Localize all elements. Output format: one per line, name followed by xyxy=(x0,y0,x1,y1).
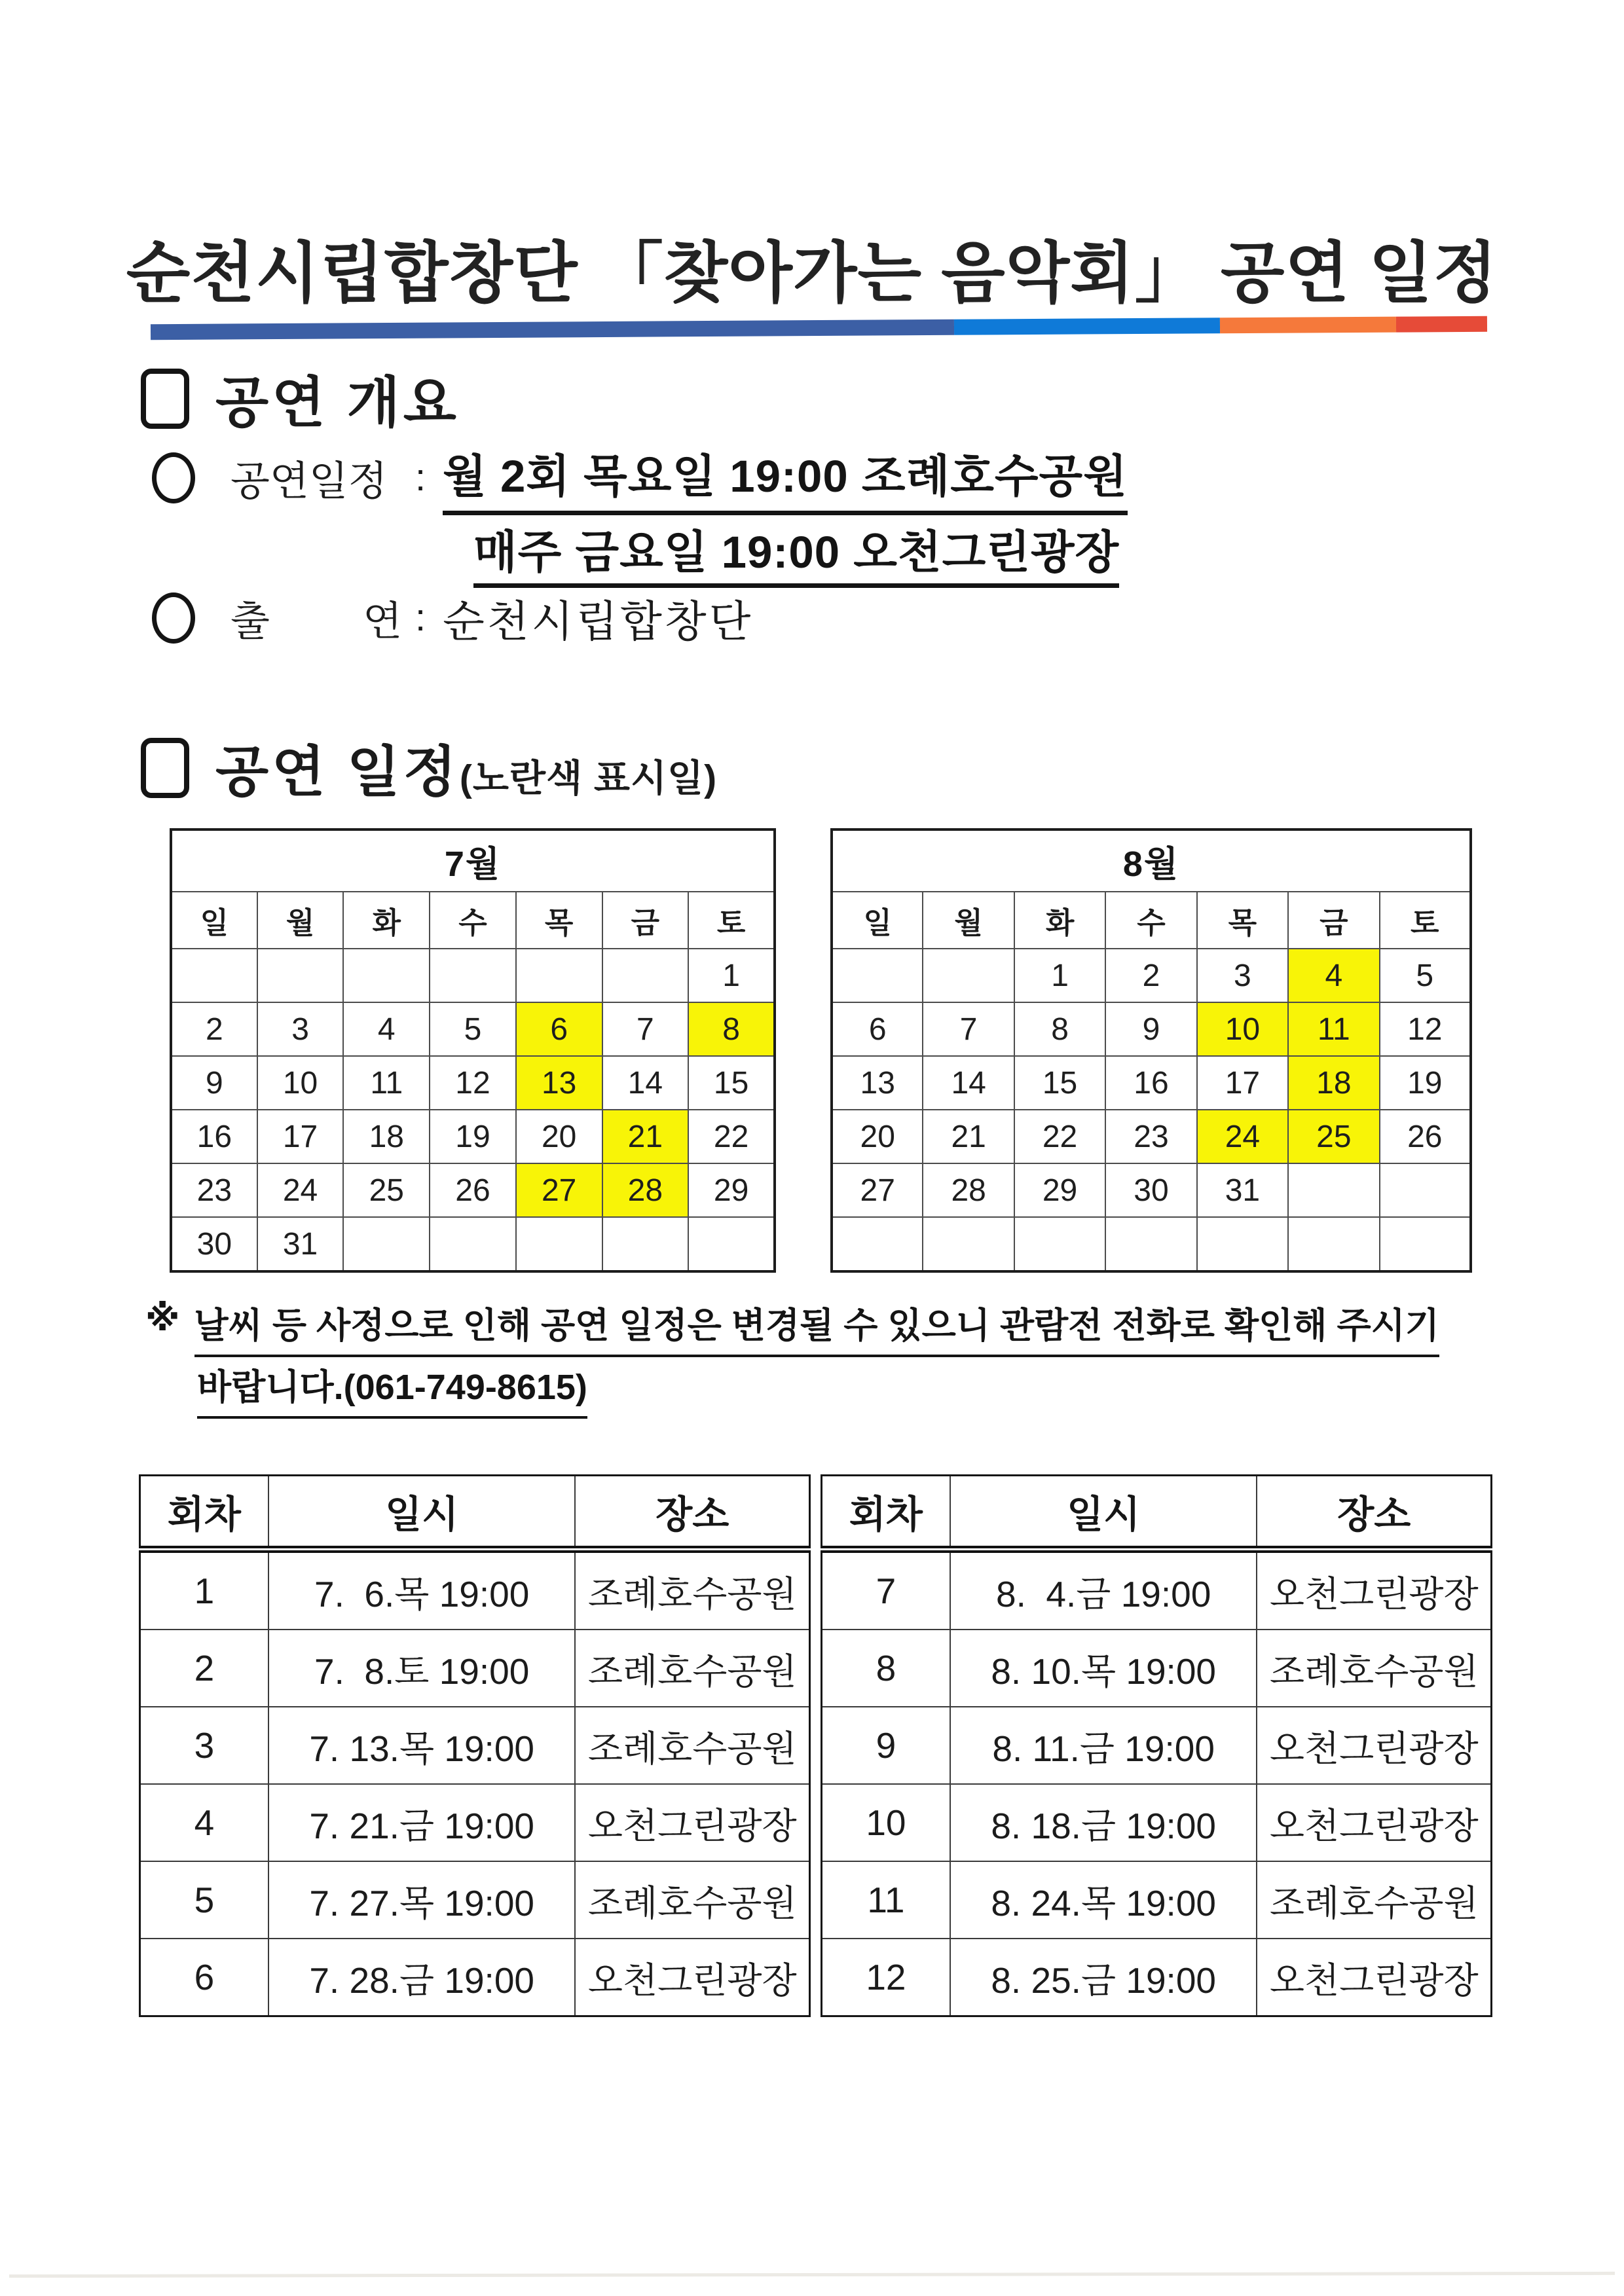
calendar-day-8-7: 7 xyxy=(923,1002,1014,1056)
calendar-dow-header: 토 xyxy=(1380,892,1471,949)
session-row xyxy=(140,1550,810,1630)
colon-separator: : xyxy=(415,596,426,639)
calendar-day-7-2: 2 xyxy=(171,1002,257,1056)
calendar-day-8-21: 21 xyxy=(923,1110,1014,1163)
calendar-dow-header: 수 xyxy=(430,892,516,949)
calendar-empty-cell xyxy=(430,1217,516,1271)
calendar-dow-header: 일 xyxy=(832,892,923,949)
overview-schedule-line-2: 매주 금요일 19:00 오천그린광장 xyxy=(473,527,1119,588)
calendar-empty-cell xyxy=(923,1217,1014,1271)
session-place: 조례호수공원 xyxy=(1257,1630,1491,1707)
calendar-day-8-4: 4 xyxy=(1288,949,1379,1002)
calendar-day-7-9: 9 xyxy=(171,1056,257,1110)
divider-bar xyxy=(151,316,1487,340)
schedule-heading-note: (노란색 표시일) xyxy=(459,757,718,799)
session-row xyxy=(822,1630,1492,1707)
scan-artifact-line xyxy=(9,2272,1615,2278)
reference-mark-icon: ※ xyxy=(145,1299,180,1338)
calendar-empty-cell xyxy=(343,949,430,1002)
session-col-header-round: 회차 xyxy=(822,1476,950,1550)
session-row xyxy=(822,1707,1492,1784)
session-round: 6 xyxy=(140,1939,268,2016)
session-datetime: 7. 27.목 19:00 xyxy=(268,1861,576,1939)
calendar-day-7-17: 17 xyxy=(257,1110,344,1163)
calendar-empty-cell xyxy=(1105,1217,1196,1271)
divider-segment-2 xyxy=(954,318,1220,335)
calendar-month-title: 8월 xyxy=(832,829,1471,892)
session-round: 11 xyxy=(822,1861,950,1939)
session-row xyxy=(822,1784,1492,1861)
calendar-day-7-8: 8 xyxy=(688,1002,775,1056)
calendar-day-8-15: 15 xyxy=(1014,1056,1105,1110)
overview-cast-label: 출 연 xyxy=(231,599,402,644)
calendar-empty-cell xyxy=(602,1217,689,1271)
calendar-day-8-3: 3 xyxy=(1197,949,1288,1002)
session-col-header-place: 장소 xyxy=(1257,1476,1491,1550)
calendar-day-8-5: 5 xyxy=(1380,949,1471,1002)
session-row xyxy=(140,1939,810,2016)
calendar-day-7-29: 29 xyxy=(688,1163,775,1217)
calendar-day-8-13: 13 xyxy=(832,1056,923,1110)
session-place: 오천그린광장 xyxy=(1257,1784,1491,1861)
session-round: 1 xyxy=(140,1550,268,1630)
calendar-empty-cell xyxy=(430,949,516,1002)
calendar-day-7-18: 18 xyxy=(343,1110,430,1163)
calendar-day-8-11: 11 xyxy=(1288,1002,1379,1056)
calendar-day-8-10: 10 xyxy=(1197,1002,1288,1056)
session-row xyxy=(822,1861,1492,1939)
calendar-august xyxy=(830,828,1472,1273)
calendar-empty-cell xyxy=(832,949,923,1002)
calendar-day-8-6: 6 xyxy=(832,1002,923,1056)
sessions-table-august xyxy=(821,1474,1492,2017)
calendar-empty-cell xyxy=(1288,1217,1379,1271)
calendar-day-8-20: 20 xyxy=(832,1110,923,1163)
calendar-day-7-30: 30 xyxy=(171,1217,257,1271)
calendar-dow-header: 화 xyxy=(343,892,430,949)
session-round: 9 xyxy=(822,1707,950,1784)
session-row xyxy=(822,1939,1492,2016)
calendar-day-8-22: 22 xyxy=(1014,1110,1105,1163)
calendar-empty-cell xyxy=(257,949,344,1002)
calendar-day-7-4: 4 xyxy=(343,1002,430,1056)
overview-cast-value: 순천시립합창단 xyxy=(443,597,754,646)
session-round: 3 xyxy=(140,1707,268,1784)
calendar-day-7-6: 6 xyxy=(516,1002,602,1056)
page-title: 순천시립합창단 「찾아가는 음악회」 공연 일정 xyxy=(126,237,1498,310)
session-datetime: 7. 28.금 19:00 xyxy=(268,1939,576,2016)
calendar-day-7-3: 3 xyxy=(257,1002,344,1056)
session-round: 12 xyxy=(822,1939,950,2016)
session-row xyxy=(140,1707,810,1784)
session-place: 조례호수공원 xyxy=(575,1550,809,1630)
overview-schedule-line-1: 월 2회 목요일 19:00 조례호수공원 xyxy=(443,440,1128,515)
session-round: 8 xyxy=(822,1630,950,1707)
calendar-day-7-11: 11 xyxy=(343,1056,430,1110)
session-round: 10 xyxy=(822,1784,950,1861)
session-round: 2 xyxy=(140,1630,268,1707)
calendar-day-7-15: 15 xyxy=(688,1056,775,1110)
session-place: 오천그린광장 xyxy=(575,1939,809,2016)
divider-segment-3 xyxy=(1220,317,1397,334)
calendar-day-7-12: 12 xyxy=(430,1056,516,1110)
section-heading-overview xyxy=(141,359,460,438)
divider-segment-1 xyxy=(151,319,954,340)
calendar-day-8-25: 25 xyxy=(1288,1110,1379,1163)
notice-line-1: 날씨 등 사정으로 인해 공연 일정은 변경될 수 있으니 관람전 전화로 확인해 주시기 xyxy=(194,1298,1439,1357)
section-heading-schedule xyxy=(141,728,717,807)
notice-row-2 xyxy=(197,1359,587,1419)
circle-bullet-icon xyxy=(152,592,195,644)
calendar-day-7-27: 27 xyxy=(516,1163,602,1217)
calendar-day-8-1: 1 xyxy=(1014,949,1105,1002)
calendar-day-8-29: 29 xyxy=(1014,1163,1105,1217)
session-row xyxy=(140,1861,810,1939)
circle-bullet-icon xyxy=(152,452,195,503)
calendar-day-7-20: 20 xyxy=(516,1110,602,1163)
session-datetime: 8. 10.목 19:00 xyxy=(950,1630,1257,1707)
calendar-empty-cell xyxy=(343,1217,430,1271)
calendar-day-7-14: 14 xyxy=(602,1056,689,1110)
calendar-day-7-10: 10 xyxy=(257,1056,344,1110)
session-datetime: 7. 8.토 19:00 xyxy=(268,1630,576,1707)
calendar-day-7-28: 28 xyxy=(602,1163,689,1217)
calendar-empty-cell xyxy=(1288,1163,1379,1217)
session-place: 오천그린광장 xyxy=(1257,1939,1491,2016)
calendar-dow-header: 금 xyxy=(1288,892,1379,949)
calendar-day-8-14: 14 xyxy=(923,1056,1014,1110)
calendar-day-7-21: 21 xyxy=(602,1110,689,1163)
calendar-dow-header: 목 xyxy=(1197,892,1288,949)
calendar-day-7-1: 1 xyxy=(688,949,775,1002)
session-place: 오천그린광장 xyxy=(1257,1550,1491,1630)
session-col-header-datetime: 일시 xyxy=(950,1476,1257,1550)
calendar-day-8-12: 12 xyxy=(1380,1002,1471,1056)
session-place: 조례호수공원 xyxy=(575,1630,809,1707)
session-datetime: 8. 18.금 19:00 xyxy=(950,1784,1257,1861)
calendar-dow-header: 목 xyxy=(516,892,602,949)
session-datetime: 8. 11.금 19:00 xyxy=(950,1707,1257,1784)
session-col-header-round: 회차 xyxy=(140,1476,268,1550)
calendar-empty-cell xyxy=(171,949,257,1002)
calendar-day-7-13: 13 xyxy=(516,1056,602,1110)
session-place: 오천그린광장 xyxy=(1257,1707,1491,1784)
calendar-july xyxy=(170,828,776,1273)
session-row xyxy=(140,1630,810,1707)
calendar-empty-cell xyxy=(832,1217,923,1271)
session-place: 조례호수공원 xyxy=(1257,1861,1491,1939)
calendar-day-7-23: 23 xyxy=(171,1163,257,1217)
session-col-header-place: 장소 xyxy=(575,1476,809,1550)
calendar-dow-header: 월 xyxy=(257,892,344,949)
calendar-day-8-9: 9 xyxy=(1105,1002,1196,1056)
calendar-dow-header: 수 xyxy=(1105,892,1196,949)
calendar-day-7-7: 7 xyxy=(602,1002,689,1056)
schedule-heading-text: 공연 일정 xyxy=(215,741,460,803)
notice-line-2: 바랍니다.(061-749-8615) xyxy=(197,1359,587,1419)
overview-heading-text: 공연 개요 xyxy=(215,372,460,433)
session-datetime: 7. 13.목 19:00 xyxy=(268,1707,576,1784)
calendar-empty-cell xyxy=(1380,1163,1471,1217)
calendar-day-7-19: 19 xyxy=(430,1110,516,1163)
session-round: 5 xyxy=(140,1861,268,1939)
calendar-day-7-24: 24 xyxy=(257,1163,344,1217)
calendar-day-8-8: 8 xyxy=(1014,1002,1105,1056)
calendar-day-7-22: 22 xyxy=(688,1110,775,1163)
square-bullet-icon xyxy=(141,738,189,798)
session-place: 조례호수공원 xyxy=(575,1707,809,1784)
calendar-empty-cell xyxy=(516,1217,602,1271)
overview-schedule-label: 공연일정 xyxy=(231,459,388,504)
calendar-empty-cell xyxy=(1380,1217,1471,1271)
divider-segment-4 xyxy=(1396,316,1487,333)
sessions-table-july xyxy=(139,1474,811,2017)
calendar-day-8-24: 24 xyxy=(1197,1110,1288,1163)
overview-schedule-row-2 xyxy=(473,516,1119,581)
square-bullet-icon xyxy=(141,369,189,429)
calendar-day-8-17: 17 xyxy=(1197,1056,1288,1110)
calendar-dow-header: 금 xyxy=(602,892,689,949)
session-datetime: 8. 25.금 19:00 xyxy=(950,1939,1257,2016)
calendar-day-7-16: 16 xyxy=(171,1110,257,1163)
calendar-day-8-16: 16 xyxy=(1105,1056,1196,1110)
calendar-day-7-25: 25 xyxy=(343,1163,430,1217)
calendar-empty-cell xyxy=(688,1217,775,1271)
calendar-day-8-23: 23 xyxy=(1105,1110,1196,1163)
calendar-day-8-30: 30 xyxy=(1105,1163,1196,1217)
colon-separator: : xyxy=(415,456,426,499)
calendar-day-8-26: 26 xyxy=(1380,1110,1471,1163)
calendar-day-7-5: 5 xyxy=(430,1002,516,1056)
session-round: 4 xyxy=(140,1784,268,1861)
calendar-day-8-31: 31 xyxy=(1197,1163,1288,1217)
session-datetime: 7. 6.목 19:00 xyxy=(268,1550,576,1630)
calendar-day-8-28: 28 xyxy=(923,1163,1014,1217)
session-datetime: 7. 21.금 19:00 xyxy=(268,1784,576,1861)
session-datetime: 8. 24.목 19:00 xyxy=(950,1861,1257,1939)
overview-cast-row xyxy=(152,587,753,649)
calendar-day-7-26: 26 xyxy=(430,1163,516,1217)
calendar-day-8-2: 2 xyxy=(1105,949,1196,1002)
calendar-empty-cell xyxy=(923,949,1014,1002)
calendar-day-8-18: 18 xyxy=(1288,1056,1379,1110)
session-place: 조례호수공원 xyxy=(575,1861,809,1939)
calendar-dow-header: 일 xyxy=(171,892,257,949)
calendar-empty-cell xyxy=(516,949,602,1002)
calendar-day-8-19: 19 xyxy=(1380,1056,1471,1110)
calendar-day-7-31: 31 xyxy=(257,1217,344,1271)
calendar-empty-cell xyxy=(1197,1217,1288,1271)
session-row xyxy=(822,1550,1492,1630)
calendar-dow-header: 월 xyxy=(923,892,1014,949)
calendar-empty-cell xyxy=(602,949,689,1002)
session-round: 7 xyxy=(822,1550,950,1630)
calendar-month-title: 7월 xyxy=(171,829,775,892)
notice-row-1 xyxy=(145,1298,1439,1357)
calendar-day-8-27: 27 xyxy=(832,1163,923,1217)
session-datetime: 8. 4.금 19:00 xyxy=(950,1550,1257,1630)
session-col-header-datetime: 일시 xyxy=(268,1476,576,1550)
calendar-empty-cell xyxy=(1014,1217,1105,1271)
session-place: 오천그린광장 xyxy=(575,1784,809,1861)
session-row xyxy=(140,1784,810,1861)
overview-schedule-row xyxy=(152,440,1128,515)
calendar-dow-header: 토 xyxy=(688,892,775,949)
calendar-dow-header: 화 xyxy=(1014,892,1105,949)
